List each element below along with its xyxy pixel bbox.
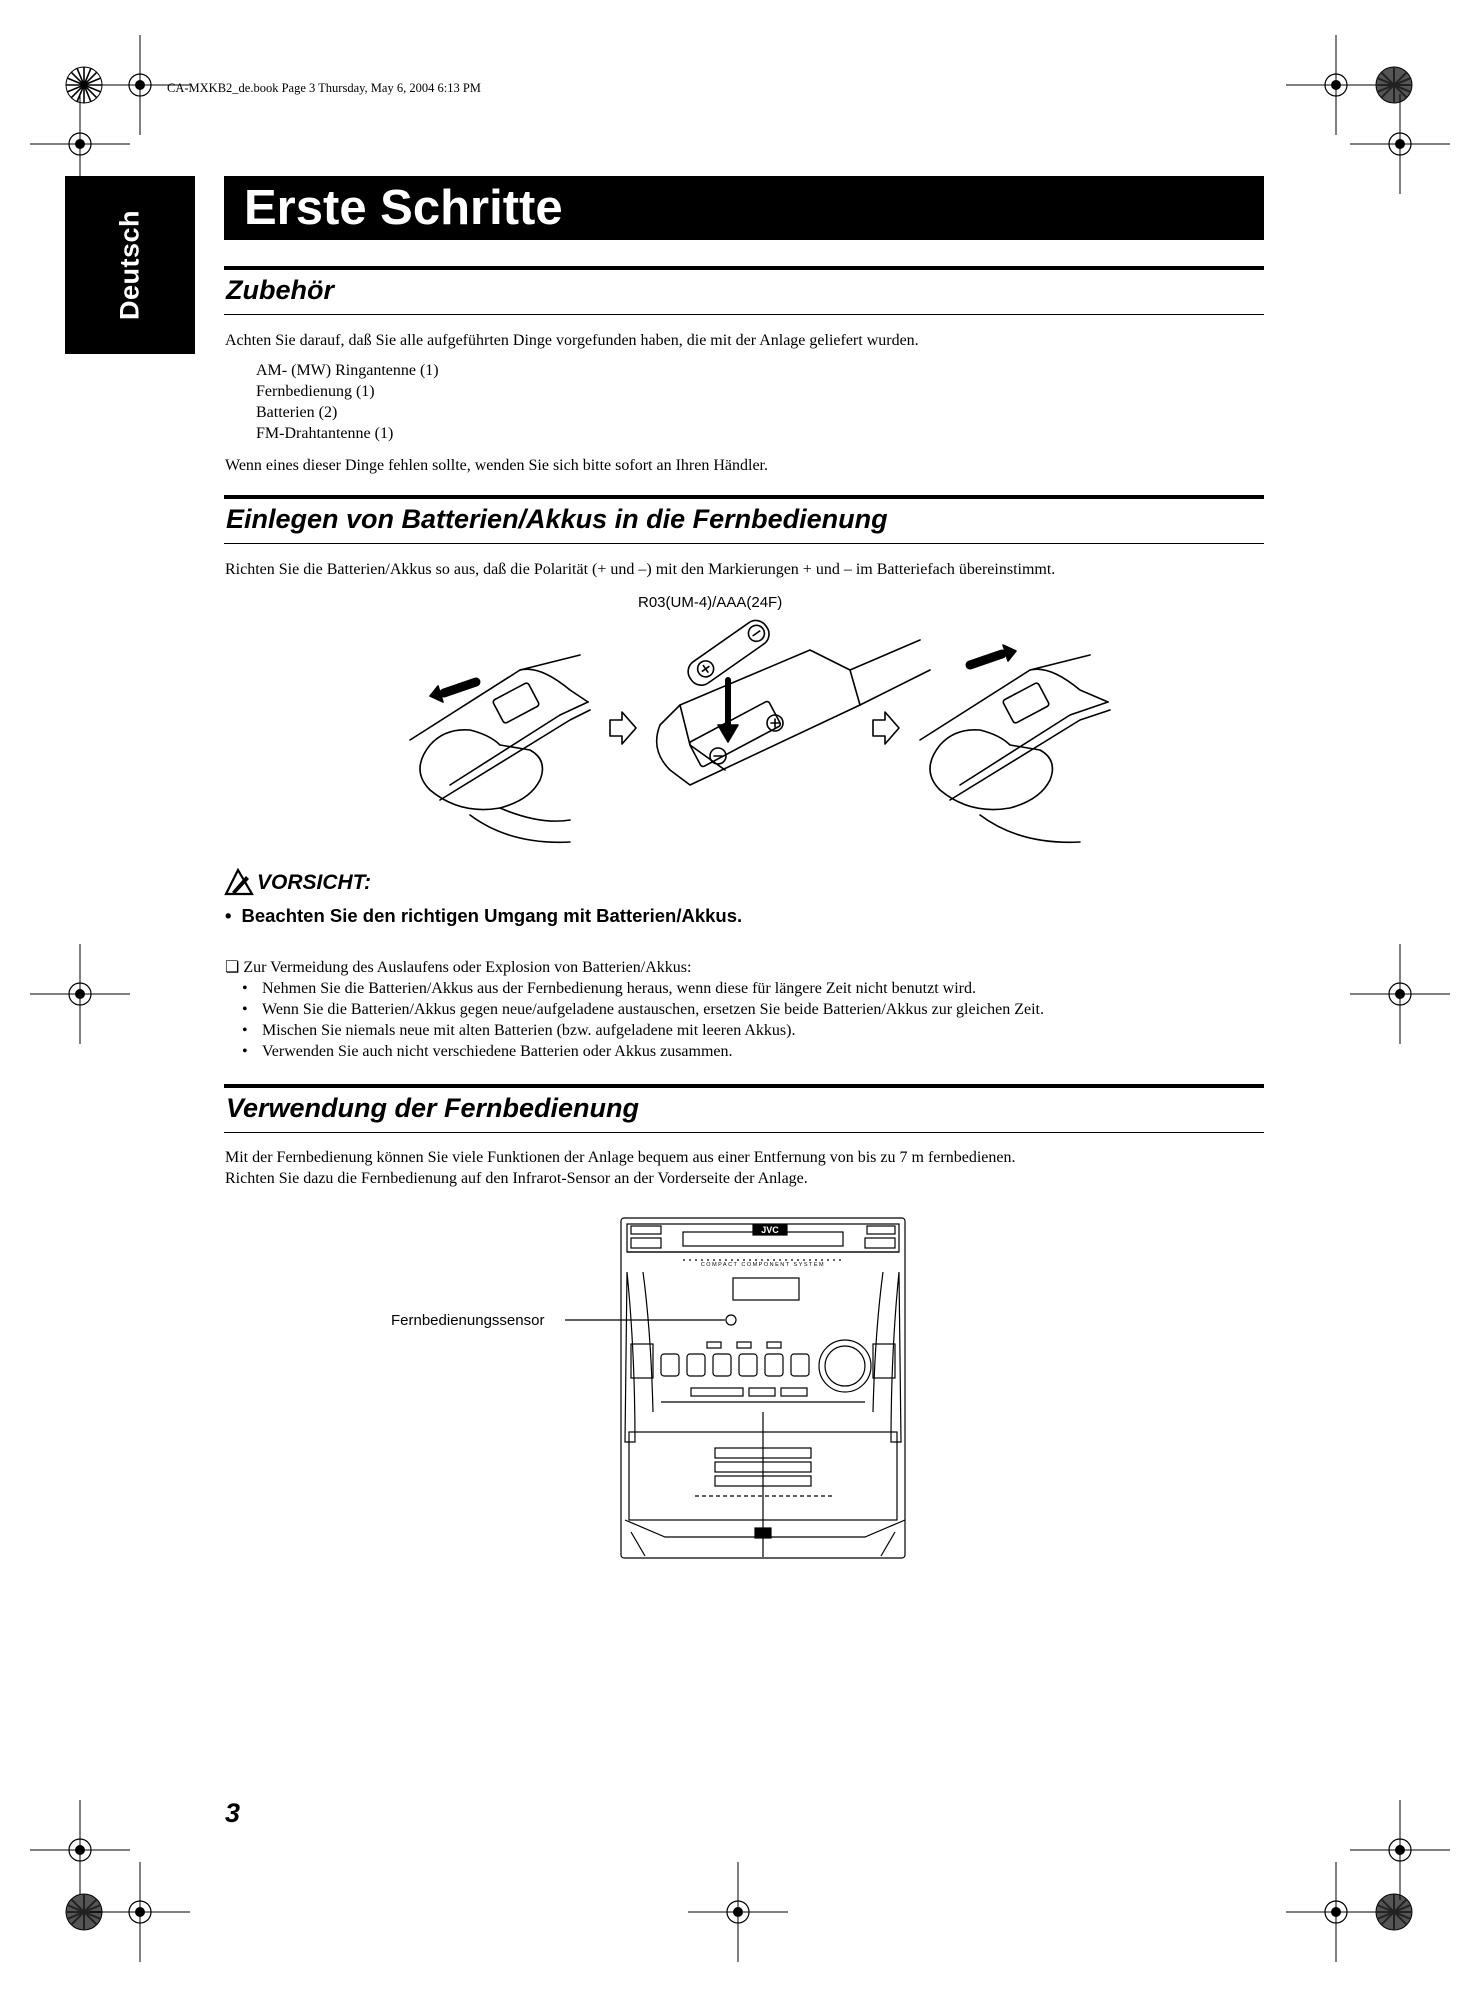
sensor-label: Fernbedienungssensor — [391, 1312, 545, 1329]
section-title: Zubehör — [226, 275, 334, 305]
fernbedienung-line-1: Mit der Fernbedienung können Sie viele Funktionen der Anlage bequem aus einer Entfernung von bis zu 7 m fernbedienen. — [225, 1149, 1016, 1166]
battery-tip-list — [242, 978, 1044, 1062]
caution-icon — [224, 868, 254, 896]
file-info-line: CA-MXKB2_de.book Page 3 Thursday, May 6, 2004 6:13 PM — [167, 81, 481, 95]
list-item: Fernbedienung (1) — [256, 383, 375, 400]
step-insert-battery — [657, 616, 930, 785]
list-item: • Verwenden Sie auch nicht verschiedene Batterien oder Akkus zusammen. — [242, 1041, 1044, 1062]
section-heading-fernbedienung — [224, 1084, 1264, 1133]
step-open-cover — [410, 655, 590, 842]
page-number: 3 — [225, 1798, 241, 1828]
list-item: • Mischen Sie niemals neue mit alten Batterien (bzw. aufgeladene mit leeren Akkus). — [242, 1020, 1044, 1041]
language-tab-label: Deutsch — [114, 209, 145, 321]
stereo-system-illustration — [565, 1212, 925, 1562]
battery-type-label: R03(UM-4)/AAA(24F) — [638, 594, 783, 611]
caution-bullet-text: Beachten Sie den richtigen Umgang mit Batterien/Akkus. — [241, 905, 743, 926]
fernbedienung-line-2: Richten Sie dazu die Fernbedienung auf den Infrarot-Sensor an der Vorderseite der Anlage. — [225, 1170, 808, 1187]
list-item: Batterien (2) — [256, 404, 338, 421]
step-close-cover — [920, 655, 1110, 842]
battery-tip-intro: ❏ Zur Vermeidung des Auslaufens oder Explosion von Batterien/Akkus: — [225, 959, 692, 976]
caution-bullet — [225, 905, 742, 927]
list-item: FM-Drahtantenne (1) — [256, 425, 394, 442]
language-tab — [65, 176, 195, 354]
section-title: Einlegen von Batterien/Akkus in die Fernbedienung — [226, 504, 888, 534]
section-heading-zubehoer — [224, 266, 1264, 315]
zubehoer-intro: Achten Sie darauf, daß Sie alle aufgeführten Dinge vorgefunden haben, die mit der Anlage geliefert wurden. — [225, 332, 919, 349]
accessory-list — [256, 360, 439, 444]
brand-logo-text: JVC — [761, 1225, 779, 1235]
page-title-bar — [224, 176, 1264, 240]
section-title: Verwendung der Fernbedienung — [226, 1093, 640, 1123]
panel-caption: COMPACT COMPONENT SYSTEM — [700, 1262, 826, 1268]
list-item: • Wenn Sie die Batterien/Akkus gegen neue/aufgeladene austauschen, ersetzen Sie beide Batterien/Akkus zur gleichen Zeit. — [242, 999, 1044, 1020]
list-item: • Nehmen Sie die Batterien/Akkus aus der Fernbedienung heraus, wenn diese für längere Zeit nicht benutzt wird. — [242, 978, 1044, 999]
zubehoer-outro: Wenn eines dieser Dinge fehlen sollte, wenden Sie sich bitte sofort an Ihren Händler. — [225, 457, 768, 474]
list-item: AM- (MW) Ringantenne (1) — [256, 362, 439, 379]
section-heading-batterien — [224, 495, 1264, 544]
batterien-intro: Richten Sie die Batterien/Akkus so aus, daß die Polarität (+ und –) mit den Markierungen + und – im Batteriefach übereinstimmt. — [225, 561, 1056, 578]
battery-installation-illustration — [370, 610, 1130, 855]
caution-title: VORSICHT: — [257, 871, 371, 894]
bullet-glyph: • — [225, 905, 232, 926]
page-title: Erste Schritte — [244, 181, 563, 235]
